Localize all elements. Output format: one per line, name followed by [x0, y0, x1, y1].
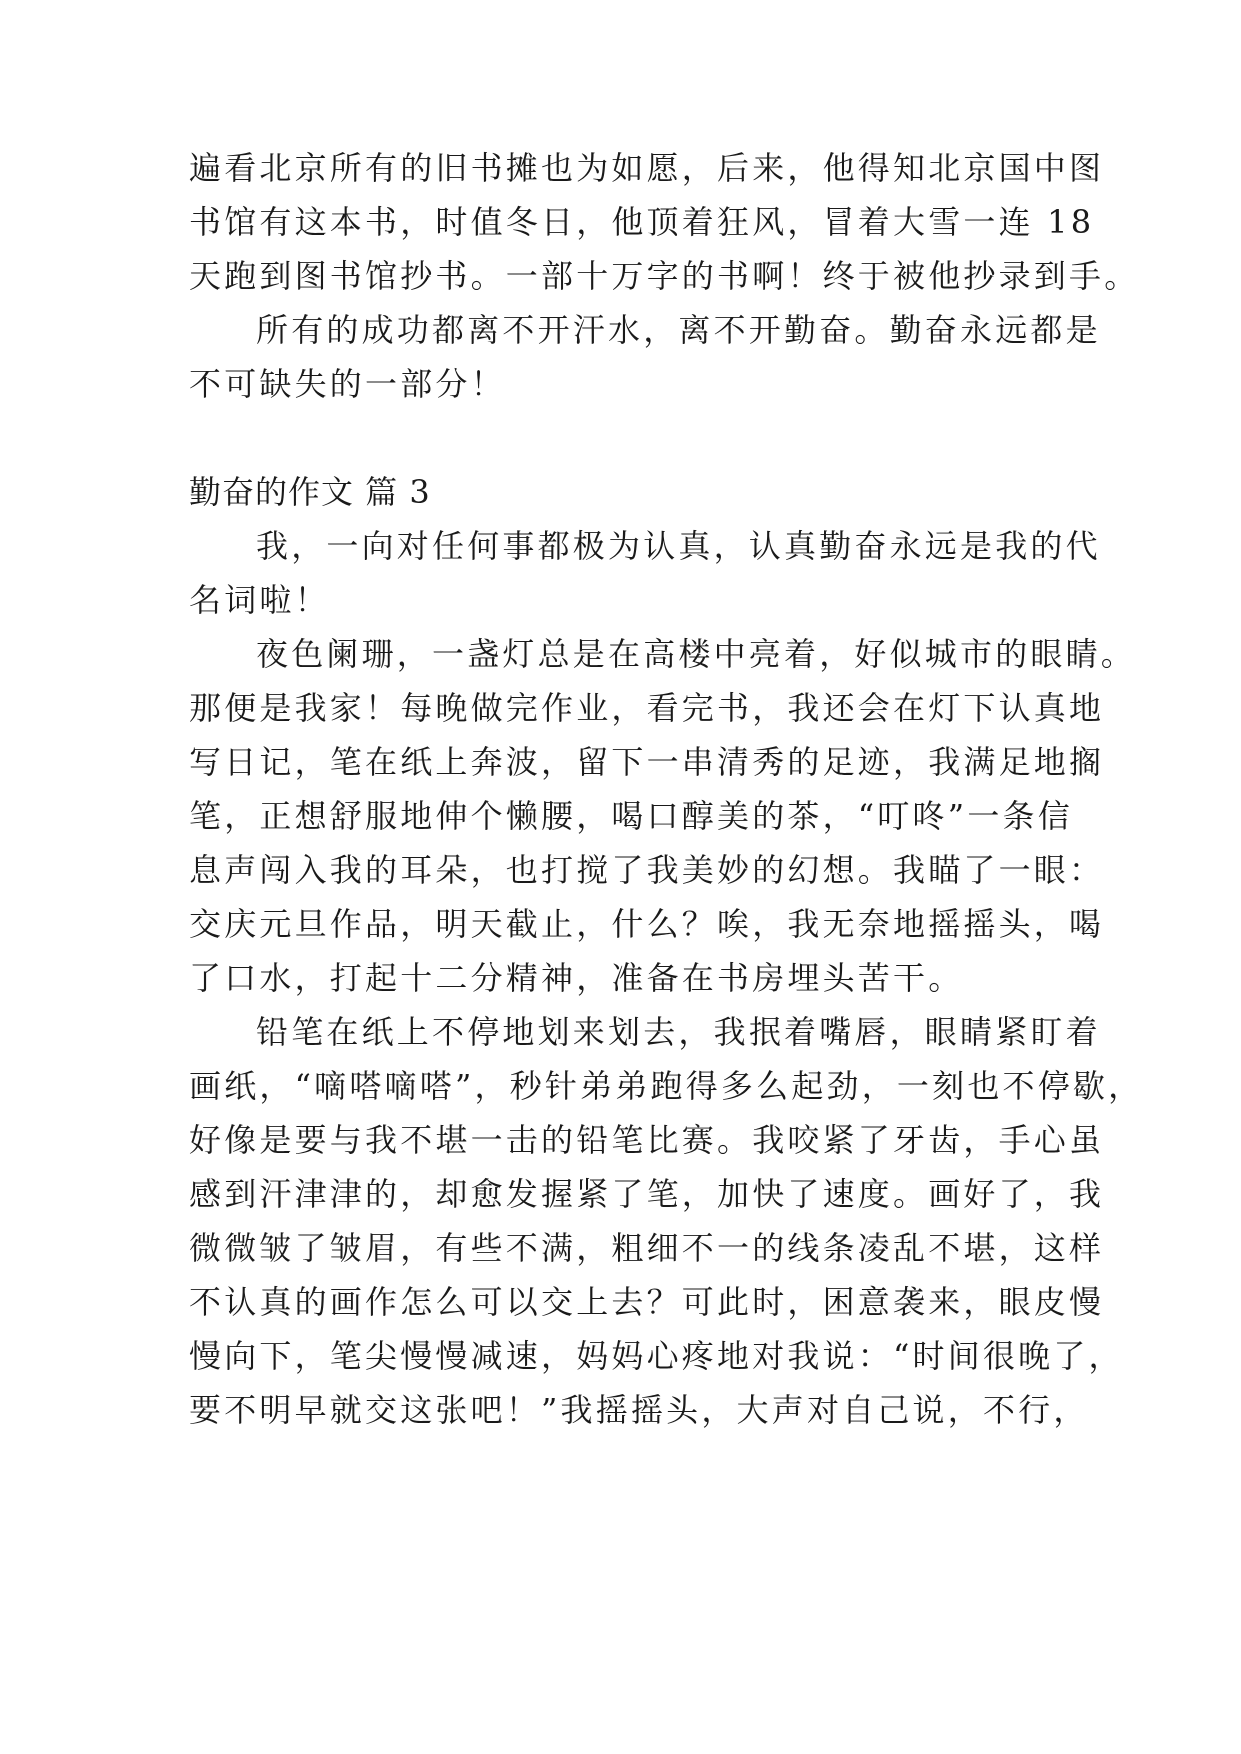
text-line: 不可缺失的一部分！	[189, 365, 506, 403]
text-line: 交庆元旦作品，明天截止，什么？唉，我无奈地摇摇头，喝	[189, 905, 1105, 943]
text-line: 书馆有这本书，时值冬日，他顶着狂风，冒着大雪一连 18	[189, 203, 1095, 241]
text-line: 慢向下，笔尖慢慢减速，妈妈心疼地对我说：“时间很晚了，	[189, 1337, 1124, 1375]
text-line: 铅笔在纸上不停地划来划去，我抿着嘴唇，眼睛紧盯着	[256, 1013, 1101, 1051]
text-line: 画纸，“嘀嗒嘀嗒”，秒针弟弟跑得多么起劲，一刻也不停歇，	[189, 1067, 1144, 1105]
text-line: 那便是我家！每晚做完作业，看完书，我还会在灯下认真地	[189, 689, 1105, 727]
text-line: 不认真的画作怎么可以交上去？可此时，困意袭来，眼皮慢	[189, 1283, 1105, 1321]
text-line: 写日记，笔在纸上奔波，留下一串清秀的足迹，我满足地搁	[189, 743, 1105, 781]
text-line: 感到汗津津的，却愈发握紧了笔，加快了速度。画好了，我	[189, 1175, 1105, 1213]
text-line: 天跑到图书馆抄书。一部十万字的书啊！终于被他抄录到手。	[189, 257, 1140, 295]
text-line: 要不明早就交这张吧！”我摇摇头，大声对自己说，不行，	[189, 1391, 1089, 1429]
text-line: 遍看北京所有的旧书摊也为如愿，后来，他得知北京国中图	[189, 149, 1105, 187]
text-line: 微微皱了皱眉，有些不满，粗细不一的线条凌乱不堪，这样	[189, 1229, 1105, 1267]
text-line: 了口水，打起十二分精神，准备在书房埋头苦干。	[189, 959, 964, 997]
section-heading: 勤奋的作文 篇 3	[189, 473, 431, 511]
text-line: 所有的成功都离不开汗水，离不开勤奋。勤奋永远都是	[256, 311, 1101, 349]
text-line: 名词啦！	[189, 581, 330, 619]
text-line: 息声闯入我的耳朵，也打搅了我美妙的幻想。我瞄了一眼：	[189, 851, 1105, 889]
text-line: 好像是要与我不堪一击的铅笔比赛。我咬紧了牙齿，手心虽	[189, 1121, 1105, 1159]
text-line: 我，一向对任何事都极为认真，认真勤奋永远是我的代	[256, 527, 1101, 565]
text-line: 笔，正想舒服地伸个懒腰，喝口醇美的茶，“叮咚”一条信	[189, 797, 1073, 835]
text-line: 夜色阑珊，一盏灯总是在高楼中亮着，好似城市的眼睛。	[256, 635, 1137, 673]
